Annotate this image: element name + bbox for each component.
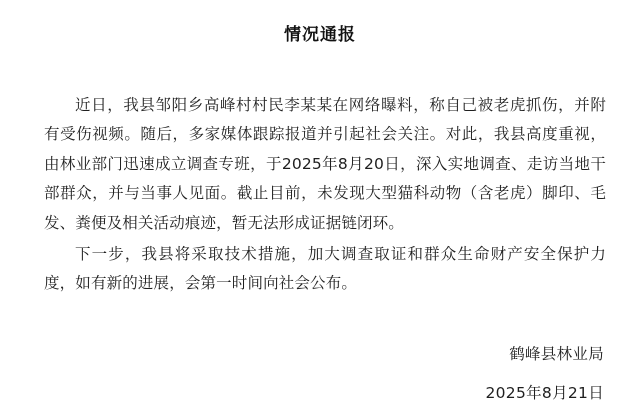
- signature-date: 2025年8月21日: [485, 384, 604, 402]
- document-title: 情况通报: [284, 25, 356, 45]
- body-paragraph-2: 下一步，我县将采取技术措施，加大调查取证和群众生命财产安全保护力度，如有新的进展，会第一时间向社会公布。: [44, 245, 606, 293]
- signature-organization: 鹤峰县林业局: [509, 345, 604, 363]
- body-paragraph-1: 近日，我县邹阳乡高峰村村民李某某在网络曝料，称自己被老虎抓伤，并附有受伤视频。随后，多家媒体跟踪报道并引起社会关注。对此，我县高度重视，由林业部门迅速成立调查专班，于2025年8月20日，深入实地调查、走访当地干部群众，并与当事人见面。截止目前，未发现大型猫科动物（含老虎）脚印、毛发、粪便及相关活动痕迹，暂无法形成证据链闭环。: [44, 96, 606, 232]
